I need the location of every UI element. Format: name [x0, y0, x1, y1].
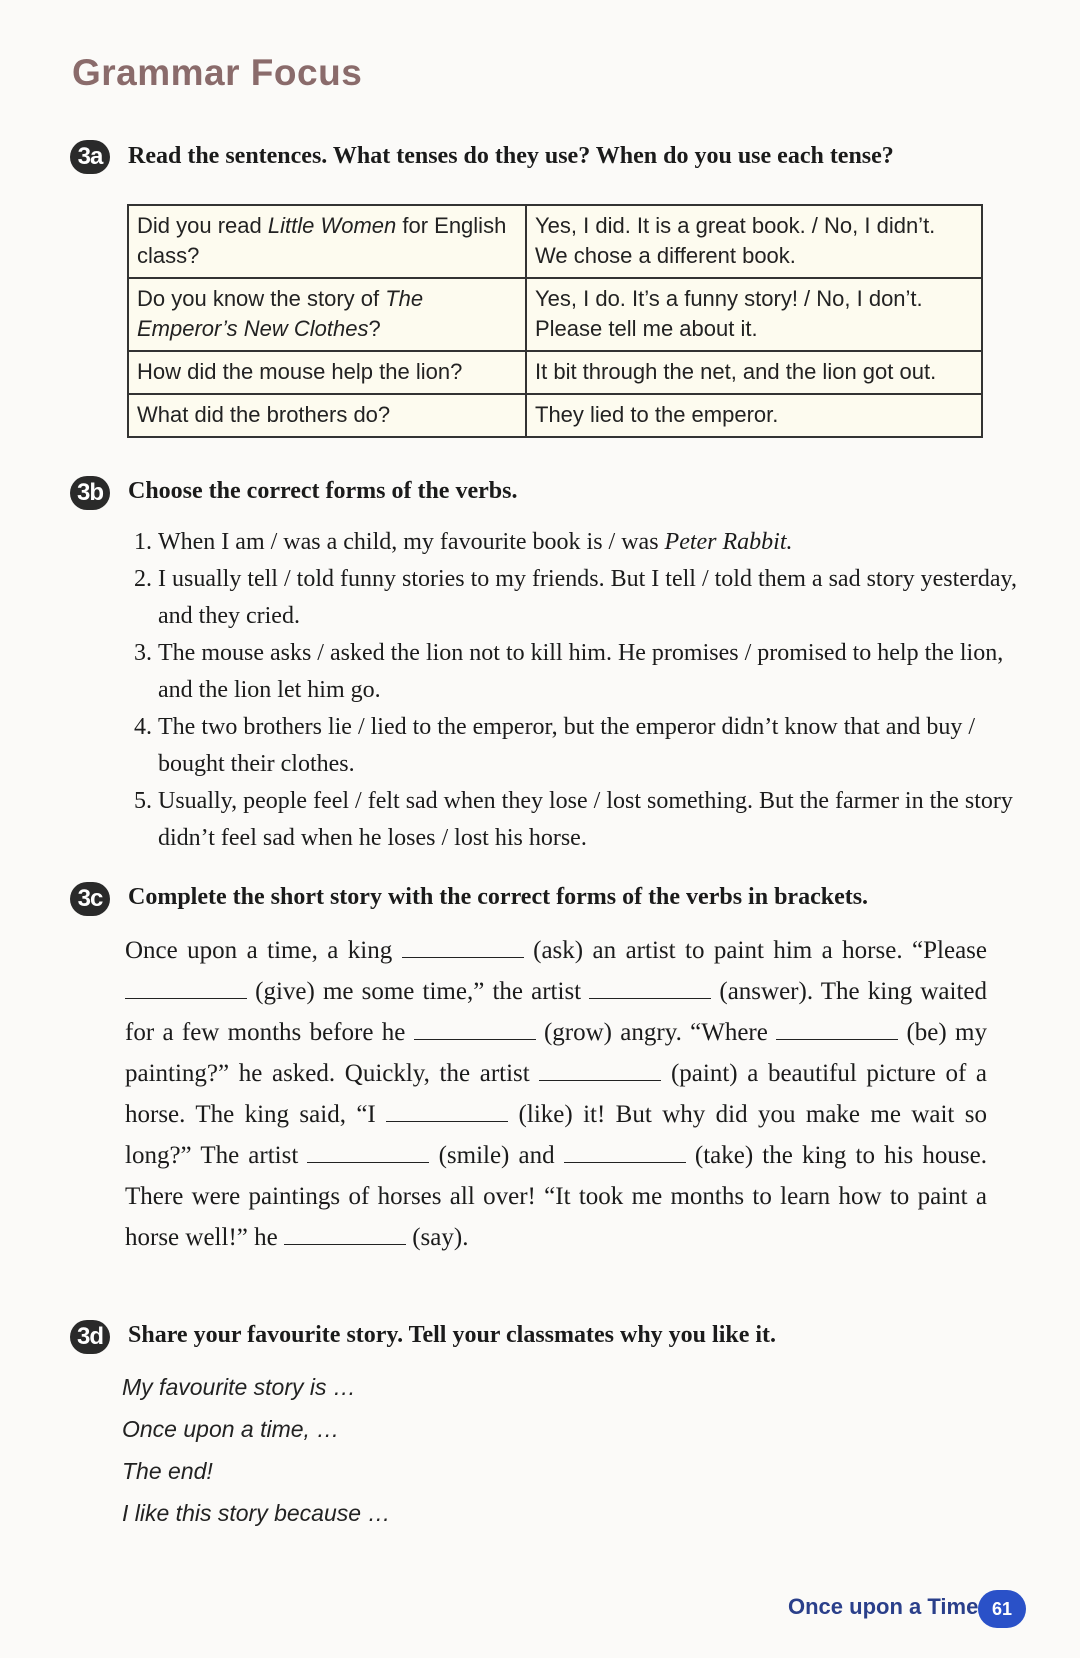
answer-blank[interactable] — [539, 1060, 661, 1081]
table-row — [128, 394, 982, 437]
instruction-3d: Share your favourite story. Tell your classmates why you like it. — [128, 1322, 777, 1348]
answer-cell: It bit through the net, and the lion got out. — [526, 351, 982, 394]
answer-blank[interactable] — [402, 937, 524, 958]
answer-blank[interactable] — [307, 1142, 429, 1163]
table-row — [128, 351, 982, 394]
unit-title: Once upon a Time — [788, 1594, 979, 1619]
verb-exercise-list — [118, 524, 1026, 857]
answer-cell: Yes, I do. It’s a funny story! / No, I don’t. Please tell me about it. — [526, 278, 982, 351]
instruction-3a: Read the sentences. What tenses do they use? When do you use each tense? — [128, 143, 894, 169]
answer-blank[interactable] — [386, 1101, 508, 1122]
list-item: 5. Usually, people feel / felt sad when they lose / lost something. But the farmer in the story didn’t feel sad when he loses / lost his horse. — [158, 783, 1026, 857]
section-badge-3a: 3a — [70, 140, 110, 174]
table-row — [128, 205, 982, 278]
answer-blank[interactable] — [776, 1019, 898, 1040]
page-number: 61 — [978, 1590, 1026, 1628]
prompt-line: My favourite story is … — [122, 1374, 356, 1400]
question-cell: Did you read Little Women for English class? — [128, 205, 526, 278]
section-badge-3c: 3c — [70, 882, 110, 916]
list-item: 4. The two brothers lie / lied to the emperor, but the emperor didn’t know that and buy / bought their clothes. — [158, 709, 1026, 783]
sentence-prompts — [122, 1366, 390, 1534]
list-item: 3. The mouse asks / asked the lion not to kill him. He promises / promised to help the lion, and the lion let him go. — [158, 635, 1026, 709]
list-item: 2. I usually tell / told funny stories to my friends. But I tell / told them a sad story yesterday, and they cried. — [158, 561, 1026, 635]
answer-cell: They lied to the emperor. — [526, 394, 982, 437]
prompt-line: I like this story because … — [122, 1500, 391, 1526]
prompt-line: Once upon a time, … — [122, 1416, 340, 1442]
instruction-3c: Complete the short story with the correct forms of the verbs in brackets. — [128, 884, 869, 910]
instruction-3b: Choose the correct forms of the verbs. — [128, 478, 518, 504]
question-cell: How did the mouse help the lion? — [128, 351, 526, 394]
page-title: Grammar Focus — [72, 52, 363, 93]
answer-cell: Yes, I did. It is a great book. / No, I didn’t. We chose a different book. — [526, 205, 982, 278]
answer-blank[interactable] — [564, 1142, 686, 1163]
answer-blank[interactable] — [284, 1224, 406, 1245]
answer-blank[interactable] — [414, 1019, 536, 1040]
question-cell: Do you know the story of The Emperor’s New Clothes? — [128, 278, 526, 351]
answer-blank[interactable] — [125, 978, 247, 999]
section-badge-3d: 3d — [70, 1320, 110, 1354]
question-cell: What did the brothers do? — [128, 394, 526, 437]
list-item: 1. When I am / was a child, my favourite book is / was Peter Rabbit. — [158, 524, 1026, 561]
section-badge-3b: 3b — [70, 476, 110, 510]
grammar-table — [127, 204, 983, 438]
answer-blank[interactable] — [589, 978, 711, 999]
story-paragraph: Once upon a time, a king (ask) an artist to paint him a horse. “Please (give) me some time,” the artist (answer). The king waited for a few months before he (grow) angry. “Where (be) my painting?” he asked. Quickly, the artist (paint) a beautiful picture of a horse. The king said, “I (like) it! But why did you make me wait so long?” The artist (smile) and (take) the king to his house. There were paintings of horses all over! “It took me months to learn how to paint a horse well!” he (say). — [125, 937, 988, 1251]
prompt-line: The end! — [122, 1458, 213, 1484]
table-row — [128, 278, 982, 351]
